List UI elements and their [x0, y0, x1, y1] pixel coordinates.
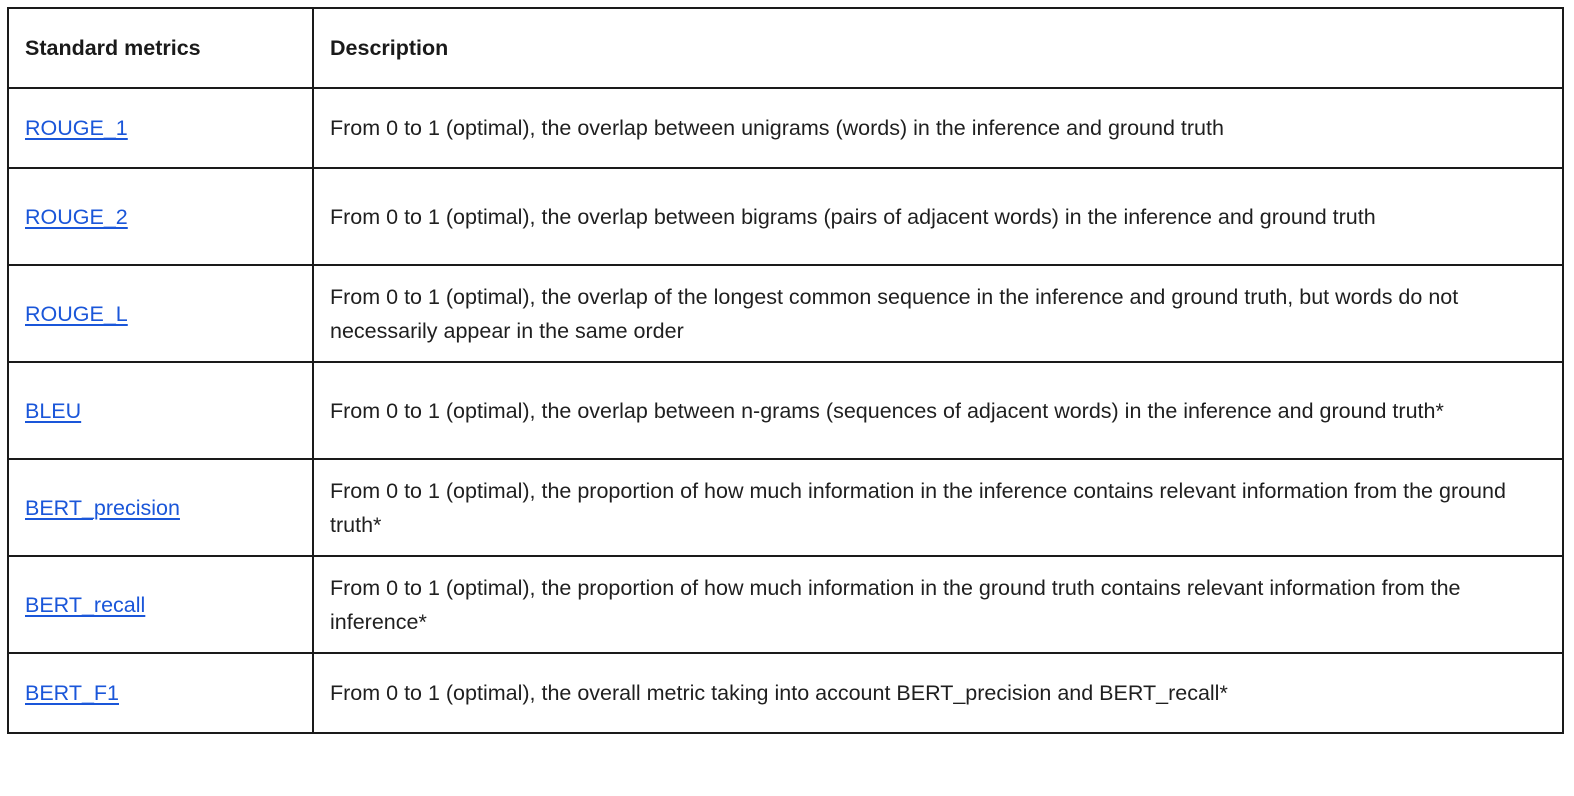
description-cell: From 0 to 1 (optimal), the overall metric taking into account BERT_precision and BERT_recall*: [313, 653, 1563, 733]
table-row: [8, 459, 1563, 556]
description-cell: From 0 to 1 (optimal), the proportion of how much information in the inference contains relevant information from the ground truth*: [313, 459, 1563, 556]
metric-cell: [8, 88, 313, 168]
metric-cell: [8, 459, 313, 556]
metric-cell: [8, 653, 313, 733]
metric-link-rouge-l[interactable]: ROUGE_L: [25, 301, 128, 326]
metric-cell: [8, 168, 313, 265]
description-cell: From 0 to 1 (optimal), the overlap between n-grams (sequences of adjacent words) in the inference and ground truth*: [313, 362, 1563, 459]
table-row: [8, 556, 1563, 653]
table-header-row: [8, 8, 1563, 88]
header-standard-metrics: Standard metrics: [8, 8, 313, 88]
metric-cell: [8, 556, 313, 653]
metric-link-bert-recall[interactable]: BERT_recall: [25, 592, 146, 617]
description-cell: From 0 to 1 (optimal), the overlap between bigrams (pairs of adjacent words) in the inference and ground truth: [313, 168, 1563, 265]
metric-link-bert-f1[interactable]: BERT_F1: [25, 681, 119, 705]
table-row: [8, 88, 1563, 168]
table-row: [8, 362, 1563, 459]
table-row: [8, 168, 1563, 265]
metrics-table: [7, 7, 1564, 734]
metric-link-bert-precision[interactable]: BERT_precision: [25, 495, 180, 520]
metrics-table-container: [7, 7, 1562, 734]
header-description: Description: [313, 8, 1563, 88]
metric-link-rouge-1[interactable]: ROUGE_1: [25, 116, 128, 140]
metric-cell: [8, 265, 313, 362]
metric-cell: [8, 362, 313, 459]
description-cell: From 0 to 1 (optimal), the proportion of how much information in the ground truth contains relevant information from the inference*: [313, 556, 1563, 653]
table-row: [8, 265, 1563, 362]
metric-link-bleu[interactable]: BLEU: [25, 398, 82, 423]
metric-link-rouge-2[interactable]: ROUGE_2: [25, 204, 128, 229]
description-cell: From 0 to 1 (optimal), the overlap of the longest common sequence in the inference and ground truth, but words do not necessarily appear in the same order: [313, 265, 1563, 362]
table-row: [8, 653, 1563, 733]
description-cell: From 0 to 1 (optimal), the overlap between unigrams (words) in the inference and ground truth: [313, 88, 1563, 168]
